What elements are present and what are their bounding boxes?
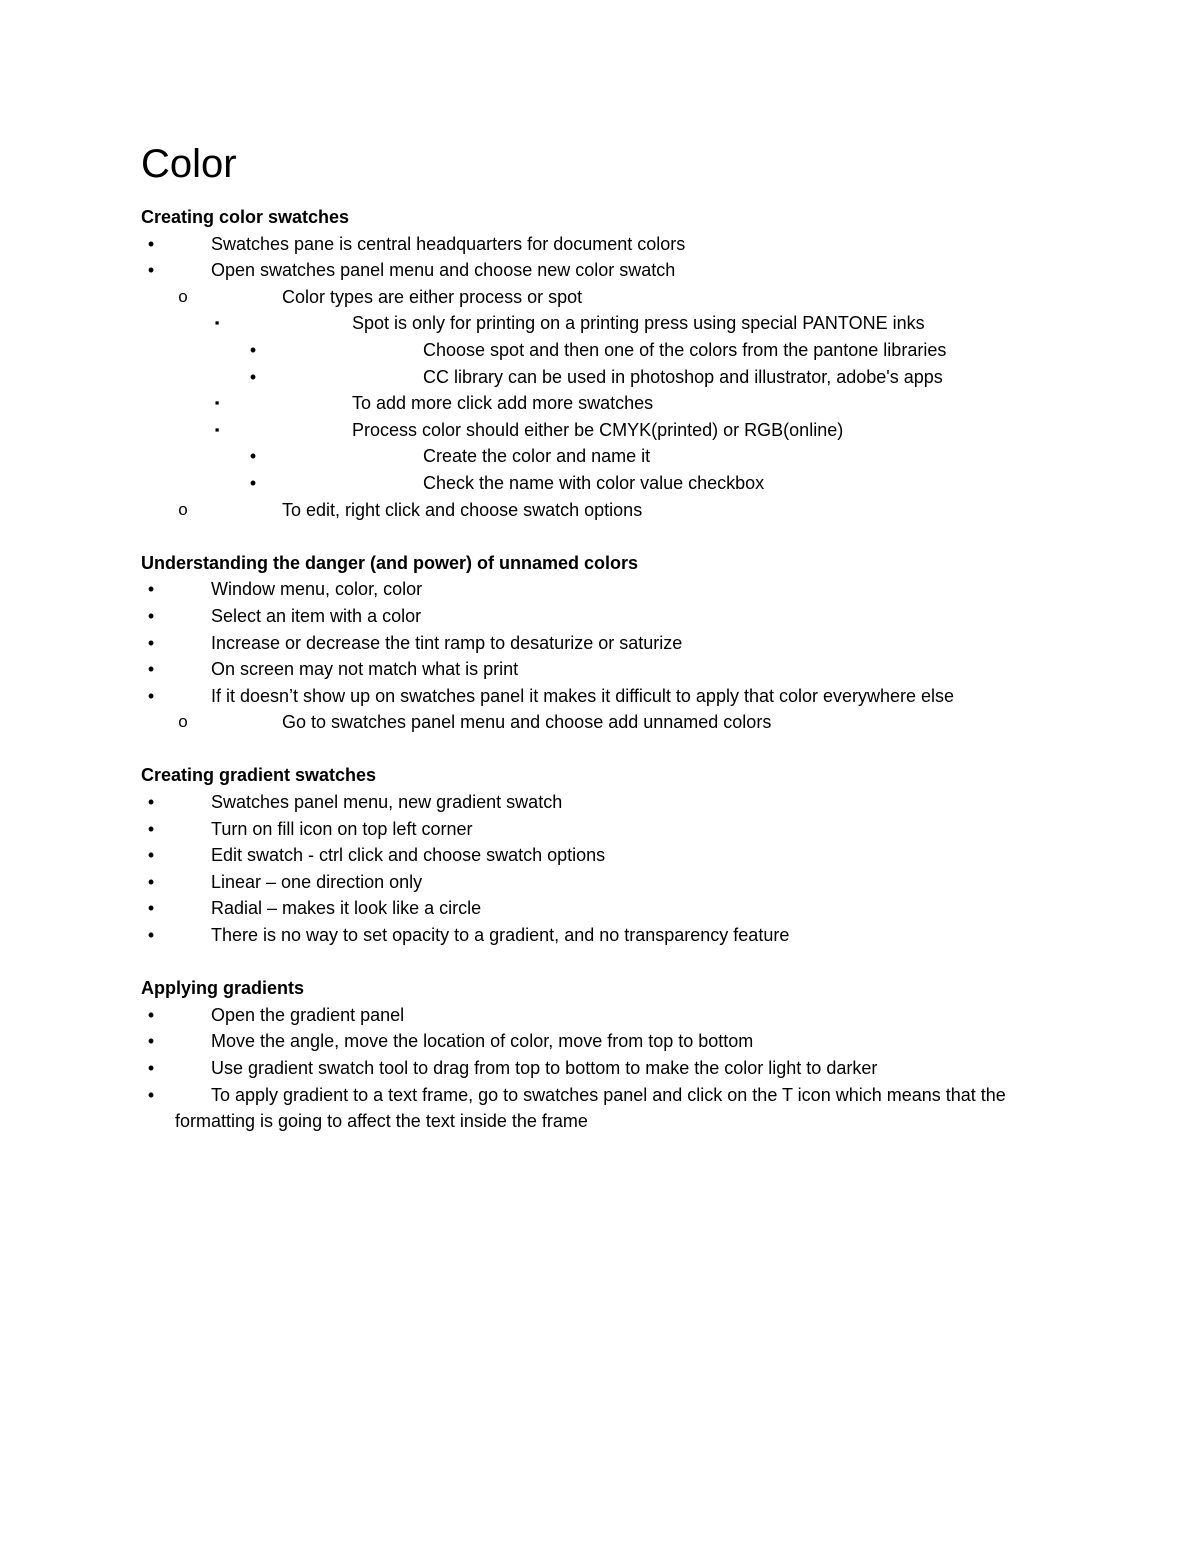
bullet-marker: •: [147, 792, 155, 813]
list-item-text: Turn on fill icon on top left corner: [211, 818, 473, 839]
bullet-marker: •: [249, 446, 257, 467]
list-item-text: Create the color and name it: [423, 446, 651, 467]
list-item-text: Edit swatch - ctrl click and choose swatch options: [211, 845, 606, 866]
list-item-text: To add more click add more swatches: [352, 393, 654, 414]
list-item: [141, 922, 1071, 949]
list-item: [141, 656, 1071, 683]
list-item-text: Go to swatches panel menu and choose add unnamed colors: [282, 712, 772, 733]
section-spacer: [141, 523, 1071, 550]
list-item-text: Open swatches panel menu and choose new color swatch: [211, 260, 676, 281]
bullet-marker: •: [147, 233, 155, 254]
list-item: [141, 417, 1071, 444]
bullet-marker: •: [147, 845, 155, 866]
list-item-text: There is no way to set opacity to a gradient, and no transparency feature: [211, 925, 790, 946]
section-heading-gradient-swatches: Creating gradient swatches: [141, 765, 377, 786]
list-item-text: Linear – one direction only: [211, 871, 423, 892]
list-item-text: On screen may not match what is print: [211, 659, 519, 680]
list-item: [141, 1082, 1071, 1135]
list-item: [141, 603, 1071, 630]
list-item: [141, 257, 1071, 284]
list-item: [141, 443, 1071, 470]
section-heading-creating-color-swatches: Creating color swatches: [141, 207, 350, 227]
bullet-marker: o: [178, 712, 188, 732]
list-item-text: Swatches pane is central headquarters for document colors: [211, 233, 686, 254]
list-item-text: Window menu, color, color: [211, 579, 423, 600]
list-item: [141, 364, 1071, 391]
bullet-marker: •: [249, 472, 257, 493]
list-item-text: Process color should either be CMYK(printed) or RGB(online): [352, 419, 844, 440]
document-page: [141, 140, 1071, 1135]
list-item-text: CC library can be used in photoshop and illustrator, adobe's apps: [423, 366, 943, 387]
list-item-text: Swatches panel menu, new gradient swatch: [211, 792, 563, 813]
bullet-marker: ▪: [214, 421, 220, 437]
bullet-marker: •: [147, 260, 155, 281]
list-item-text: Spot is only for printing on a printing press using special PANTONE inks: [352, 313, 925, 334]
list-item: [141, 337, 1071, 364]
list-item-text: Radial – makes it look like a circle: [211, 898, 482, 919]
list-item: [141, 895, 1071, 922]
list-item: [141, 816, 1071, 843]
bullet-marker: •: [147, 685, 155, 706]
list-item: [141, 231, 1071, 258]
list-item: [141, 630, 1071, 657]
list-item: [141, 284, 1071, 311]
bullet-marker: •: [147, 871, 155, 892]
bullet-marker: o: [178, 499, 188, 519]
list-item-text: Choose spot and then one of the colors from the pantone libraries: [423, 339, 947, 360]
bullet-marker: •: [147, 605, 155, 626]
bullet-marker: ▪: [214, 315, 220, 331]
list-item: [141, 842, 1071, 869]
list-item: [141, 683, 1071, 710]
bullet-marker: •: [147, 659, 155, 680]
list-item-text: Move the angle, move the location of color, move from top to bottom: [211, 1031, 754, 1052]
list-item: [141, 310, 1071, 337]
bullet-marker: •: [147, 1004, 155, 1025]
list-item: [141, 390, 1071, 417]
bullet-marker: •: [147, 632, 155, 653]
list-item-text: To apply gradient to a text frame, go to swatches panel and click on the T icon which means that the formatting is going to affect the text inside the frame: [175, 1084, 1006, 1132]
list-item: [141, 1002, 1071, 1029]
bullet-marker: •: [147, 1058, 155, 1078]
bullet-marker: ▪: [214, 395, 220, 411]
list-item-text: Check the name with color value checkbox: [423, 472, 765, 493]
section-spacer: [141, 736, 1071, 763]
list-item-text: To edit, right click and choose swatch options: [282, 499, 643, 520]
list-item: [141, 789, 1071, 816]
bullet-marker: •: [147, 579, 155, 600]
list-item-text: Open the gradient panel: [211, 1004, 405, 1025]
bullet-marker: •: [249, 366, 257, 387]
bullet-marker: •: [249, 339, 257, 360]
bullet-marker: •: [147, 925, 155, 946]
list-item: [141, 1055, 1071, 1082]
list-item: [141, 709, 1071, 736]
list-item: [141, 497, 1071, 524]
list-item: [141, 1028, 1071, 1055]
bullet-marker: •: [147, 1084, 155, 1105]
list-item-text: Use gradient swatch tool to drag from top to bottom to make the color light to darker: [211, 1058, 878, 1078]
bullet-marker: o: [178, 286, 188, 306]
list-item-text: If it doesn’t show up on swatches panel it makes it difficult to apply that color everywhere else: [211, 685, 955, 706]
list-item-text: Select an item with a color: [211, 605, 422, 626]
section-heading-applying-gradients: Applying gradients: [141, 978, 305, 999]
document-title: Color: [141, 142, 237, 186]
list-item: [141, 576, 1071, 603]
section-spacer: [141, 949, 1071, 976]
list-item: [141, 470, 1071, 497]
bullet-marker: •: [147, 898, 155, 919]
bullet-marker: •: [147, 818, 155, 839]
list-item: [141, 869, 1071, 896]
section-heading-unnamed-colors: Understanding the danger (and power) of unnamed colors: [141, 552, 639, 573]
list-item-text: Color types are either process or spot: [282, 286, 583, 307]
bullet-marker: •: [147, 1031, 155, 1052]
list-item-text: Increase or decrease the tint ramp to desaturize or saturize: [211, 632, 683, 653]
